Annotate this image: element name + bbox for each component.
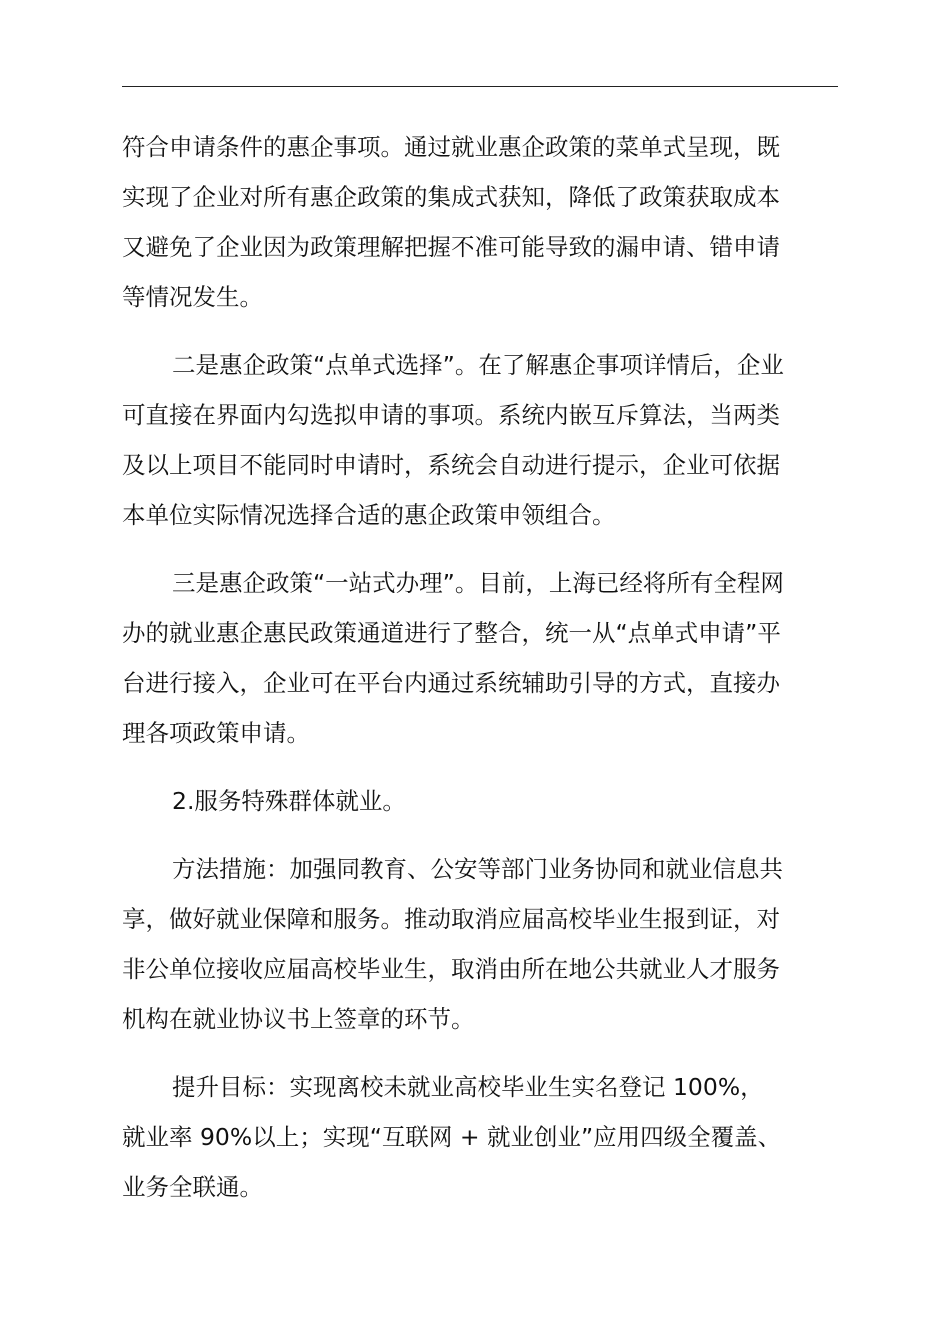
paragraph-targets: 提升目标：实现离校未就业高校毕业生实名登记 100%， 就业率 90%以上；实现“互联网 + 就业创业”应用四级全覆盖、 业务全联通。 bbox=[122, 1073, 782, 1201]
paragraph-point-three: 三是惠企政策“一站式办理”。目前，上海已经将所有全程网 办的就业惠企惠民政策通道进行了整合，统一从“点单式申请”平 台进行接入，企业可在平台内通过系统辅助引导的方式，直接办 理各项政策申请。 bbox=[122, 569, 784, 747]
paragraph-measures: 方法措施：加强同教育、公安等部门业务协同和就业信息共 享，做好就业保障和服务。推动取消应届高校毕业生报到证，对 非公单位接收应届高校毕业生，取消由所在地公共就业人才服务 机构在就业协议书上签章的环节。 bbox=[122, 855, 783, 1033]
paragraph-point-two: 二是惠企政策“点单式选择”。在了解惠企事项详情后，企业 可直接在界面内勾选拟申请的事项。系统内嵌互斥算法，当两类 及以上项目不能同时申请时，系统会自动进行提示，企业可依据 本单位实际情况选择合适的惠企政策申领组合。 bbox=[122, 351, 784, 529]
header-rule bbox=[122, 86, 838, 87]
section-heading: 2.服务特殊群体就业。 bbox=[172, 787, 406, 815]
paragraph-continuation: 符合申请条件的惠企事项。通过就业惠企政策的菜单式呈现，既 实现了企业对所有惠企政策的集成式获知，降低了政策获取成本 又避免了企业因为政策理解把握不准可能导致的漏申请、错申请 等情况发生。 bbox=[122, 133, 780, 311]
document-body bbox=[122, 122, 838, 1230]
